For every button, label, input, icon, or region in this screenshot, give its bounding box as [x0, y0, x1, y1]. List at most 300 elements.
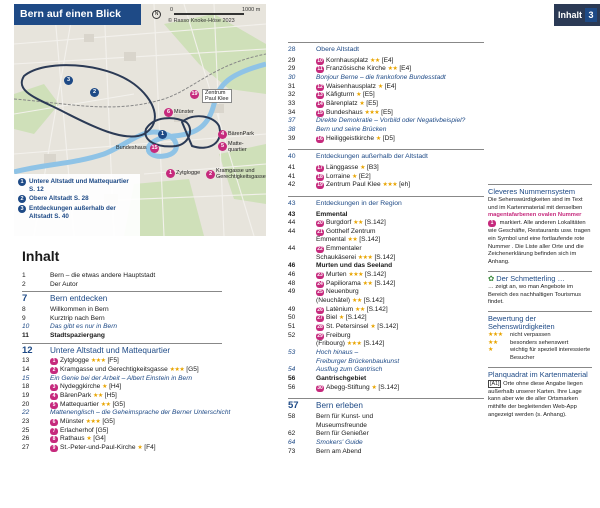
map-pin-6[interactable]: 6	[164, 108, 173, 117]
toc-page-number: 42	[288, 181, 296, 189]
toc-entry[interactable]	[288, 306, 484, 315]
toc-entry-title: BärenPark	[60, 391, 92, 399]
toc-entry-title: Münster	[60, 417, 84, 425]
toc-page-number: 41	[288, 172, 296, 180]
toc-entry[interactable]	[288, 422, 484, 431]
map-grid-ref: [S.142]	[378, 383, 400, 391]
toc-entry[interactable]	[22, 418, 222, 427]
rating-stars-icon: ★★	[353, 220, 363, 227]
toc-entry[interactable]	[288, 126, 484, 135]
toc-page-number: 34	[288, 108, 296, 116]
toc-page-number: 23	[22, 417, 30, 425]
toc-page-number: 39	[288, 134, 296, 142]
toc-entry[interactable]	[288, 109, 484, 118]
toc-entry[interactable]	[288, 219, 484, 228]
map-grid-ref: [B3]	[367, 163, 379, 171]
sight-number-badge: 16	[317, 135, 323, 142]
toc-entry[interactable]	[288, 448, 484, 457]
toc-entry-title: Das gibt es nur in Bern	[50, 323, 118, 331]
toc-entry[interactable]	[288, 228, 484, 237]
toc-page-number: 50	[288, 314, 296, 322]
overview-map[interactable]	[14, 4, 266, 236]
toc-entry-title: Murten	[326, 271, 347, 279]
toc-entry[interactable]	[22, 272, 222, 281]
section-rule	[288, 149, 484, 150]
map-grid-ref: [D5]	[382, 134, 395, 142]
map-grid-ref: [S.142]	[364, 219, 386, 227]
toc-page-number: 12	[22, 344, 33, 356]
map-legend	[14, 174, 140, 236]
rating-stars-icon: ★	[356, 92, 361, 99]
toc-entry-title: Emmental	[316, 236, 346, 244]
toc-entry[interactable]	[288, 65, 484, 74]
toc-gap	[288, 392, 484, 396]
toc-page-number: 1	[22, 272, 26, 279]
toc-entry-title: Gantrischgebiet	[316, 374, 367, 382]
rating-stars-icon: ★★	[362, 280, 373, 287]
toc-entry-title: Entdeckungen in der Region	[316, 199, 402, 207]
toc-entry[interactable]	[288, 262, 484, 271]
toc-entry[interactable]	[288, 366, 484, 375]
rating-stars-icon: ★	[102, 384, 108, 391]
north-arrow-icon: N	[152, 10, 161, 19]
toc-page-number: 8	[22, 305, 26, 313]
toc-entry-title: Untere Altstadt und Mattequartier	[50, 345, 171, 355]
toc-entry[interactable]	[288, 375, 484, 384]
map-grid-ref: [G5]	[102, 417, 115, 425]
toc-entry[interactable]	[22, 315, 222, 324]
sight-number-badge: 24	[317, 280, 323, 287]
toc-entry-title: Kramgasse und Gerechtigkeitsgasse	[60, 365, 168, 373]
toc-entry-title: Obere Altstadt	[316, 46, 360, 53]
toc-entry[interactable]	[22, 435, 222, 444]
map-grid-ref: [E4]	[399, 65, 412, 73]
toc-page-number: 44	[288, 227, 296, 235]
toc-entry-title: Neuenburg	[326, 288, 359, 296]
rating-stars-icon: ★★	[387, 66, 398, 73]
toc-entry[interactable]	[288, 91, 484, 100]
region-marker-1[interactable]: 1	[158, 130, 167, 139]
page-title: Inhalt	[22, 248, 60, 264]
region-marker-2[interactable]: 2	[90, 88, 99, 97]
sight-number-badge: 11	[317, 66, 323, 73]
toc-section-heading[interactable]	[288, 46, 484, 55]
section-rule	[22, 343, 222, 344]
map-grid-ref: [E5]	[362, 91, 375, 99]
toc-page-number: 33	[288, 99, 296, 107]
map-grid-ref: [G5]	[186, 365, 199, 373]
toc-page-number: 46	[288, 271, 296, 279]
sight-number-badge: 30	[317, 384, 323, 391]
map-pin-5[interactable]: 5	[218, 142, 227, 151]
toc-right	[288, 40, 484, 456]
sight-number-badge: 28	[317, 324, 323, 331]
toc-entry-title: Murten und das Seeland	[316, 262, 393, 270]
toc-section-heading[interactable]	[22, 295, 222, 304]
toc-entry-title: Bern erleben	[316, 401, 363, 411]
toc-entry[interactable]	[288, 413, 484, 422]
toc-page-number: 64	[288, 438, 296, 446]
toc-entry[interactable]	[22, 306, 222, 315]
map-grid-ref: [S.142]	[345, 314, 367, 322]
toc-section-heading[interactable]	[288, 200, 484, 209]
toc-entry[interactable]	[22, 323, 222, 332]
toc-entry-title: Bern – die etwas andere Hauptstadt	[50, 272, 156, 279]
toc-page-number	[288, 254, 316, 263]
toc-entry-title: Burgdorf	[326, 219, 352, 227]
toc-entry-title: Bern für Kunst- und	[316, 412, 374, 420]
toc-entry[interactable]	[288, 297, 484, 306]
toc-entry[interactable]	[288, 245, 484, 254]
sight-number-badge: 6	[50, 419, 58, 426]
toc-entry-title: Bern am Abend	[316, 447, 362, 455]
toc-page-number: 62	[288, 430, 296, 438]
sight-number-badge: 12	[317, 83, 323, 90]
toc-page-number: 73	[288, 447, 296, 455]
toc-page-number: 18	[22, 383, 30, 391]
toc-section-heading[interactable]	[22, 344, 222, 356]
map-grid-ref: [F4]	[144, 443, 156, 451]
map-grid-ref: [S.142]	[359, 236, 381, 244]
toc-entry[interactable]	[288, 100, 484, 109]
toc-entry-title: Bern für Genießer	[316, 430, 369, 438]
toc-page-number: 57	[288, 400, 299, 412]
numbering-info: Cleveres Nummernsystem Die Sehenswürdigkeiten sind im Text und im Kartenmaterial mit denselben magentafarbenen ovalen Nummer 1 markiert. Alle anderen Lokalitäten wie Geschäfte, Restaurants usw. tragen ein Symbol und eine fortlaufende rote Nummer . Die Liste aller Orte und die Zeichenerklärung befinden sich im Anhang.	[488, 184, 592, 267]
toc-entry-title: Schaukäserei	[316, 253, 356, 261]
toc-entry[interactable]	[22, 401, 222, 410]
toc-entry[interactable]	[288, 358, 484, 367]
legend-item-2[interactable]: 2 Obere Altstadt S. 28	[18, 195, 136, 203]
toc-page-number: 13	[22, 357, 30, 365]
toc-entry[interactable]	[22, 366, 222, 375]
toc-entry-title: Käfigturm	[326, 91, 355, 99]
sight-number-badge: 27	[317, 315, 323, 322]
toc-entry[interactable]	[288, 117, 484, 126]
toc-page-number: 41	[288, 163, 296, 171]
toc-page-number: 56	[288, 383, 296, 391]
toc-entry[interactable]	[288, 236, 484, 245]
rating-row: ★★ besonders sehenswert	[488, 339, 569, 346]
rating-stars-icon: ★	[338, 315, 344, 322]
toc-entry[interactable]	[288, 164, 484, 173]
toc-entry-title: Freiburger Brückenbaukunst	[316, 357, 400, 365]
sight-number-badge: 2	[50, 367, 58, 374]
toc-entry-title: St.-Peter-und-Paul-Kirche	[60, 443, 136, 451]
toc-entry-title: Erlacherhof	[60, 426, 94, 434]
toc-page-number: 19	[22, 391, 30, 399]
toc-entry[interactable]	[288, 74, 484, 83]
toc-entry-title: (Fribourg)	[316, 340, 345, 348]
rating-stars-icon: ★	[371, 384, 377, 391]
butterfly-info: ✿ Der Schmetterling … … zeigt an, wo man Angebote im Bereich des nachhaltigen Tourismus findet.	[488, 271, 592, 307]
toc-entry-title: St. Petersinsel	[326, 323, 369, 331]
toc-page-number: 22	[22, 409, 30, 417]
toc-entry[interactable]	[22, 357, 222, 366]
toc-entry-title: Waisenhausplatz	[326, 82, 376, 90]
toc-entry-title: Hoch hinaus –	[316, 349, 359, 356]
region-marker-3[interactable]: 3	[64, 76, 73, 85]
toc-page-number	[288, 422, 316, 431]
toc-entry-title: Zentrum Paul Klee	[326, 181, 381, 189]
toc-entry[interactable]	[22, 281, 222, 290]
sight-number-badge: 26	[317, 306, 323, 313]
map-grid-ref: [eh]	[399, 181, 411, 189]
rating-stars-icon: ★★★	[346, 341, 362, 348]
rating-stars-icon: ★★★	[169, 366, 185, 373]
toc-page-number: 38	[288, 125, 296, 133]
toc-entry[interactable]	[288, 439, 484, 448]
rating-stars-icon: ★★★	[364, 109, 380, 116]
map-label-matte: Matte- quartier	[228, 141, 247, 153]
toc-page-number: 40	[288, 153, 296, 161]
toc-gap	[288, 143, 484, 147]
toc-entry-title: Emmentaler	[326, 245, 362, 253]
toc-entry-title: Latènium	[326, 305, 354, 313]
toc-entry[interactable]	[288, 57, 484, 66]
toc-page-number	[288, 358, 316, 367]
toc-entry-title: Mattequartier	[60, 400, 99, 408]
toc-entry-title: Smokers' Guide	[316, 438, 363, 446]
sight-number-badge: 10	[317, 57, 323, 64]
toc-page-number: 51	[288, 323, 296, 331]
toc-entry[interactable]	[22, 427, 222, 436]
toc-entry-title: Kornhausplatz	[326, 56, 369, 64]
toc-page-number: 7	[22, 293, 28, 305]
toc-page-number: 58	[288, 412, 296, 420]
toc-section-heading[interactable]	[288, 153, 484, 162]
butterfly-title: Der Schmetterling …	[496, 273, 565, 283]
toc-entry[interactable]	[288, 430, 484, 439]
rating-stars-icon: ★	[86, 436, 92, 443]
toc-page-number: 14	[22, 365, 30, 373]
sight-number-badge: 1	[50, 358, 58, 365]
rating-row: ★ wichtig für speziell interessierte Besucher	[488, 347, 591, 362]
sight-number-badge: 25	[317, 289, 323, 296]
toc-entry[interactable]	[288, 349, 484, 358]
toc-page-number: 49	[288, 305, 296, 313]
rating-stars-icon: ★	[370, 324, 376, 331]
toc-entry[interactable]	[288, 135, 484, 144]
toc-entry[interactable]	[288, 332, 484, 341]
toc-entry-title: Bern entdecken	[50, 294, 108, 304]
toc-entry-title: Emmental	[316, 210, 348, 218]
map-title: Bern auf einen Blick	[14, 4, 141, 25]
rating-stars-icon: ★★	[354, 306, 365, 313]
toc-entry-title: Papiliorama	[326, 279, 361, 287]
toc-page-number: 27	[22, 443, 30, 451]
grid-title: Planquadrat im Kartenmaterial	[488, 369, 588, 379]
scale-start: 0	[170, 7, 174, 13]
rating-title: Bewertung der Sehenswürdigkeiten	[488, 314, 555, 331]
sight-number-badge: 14	[317, 100, 323, 107]
map-grid-ref: [E2]	[358, 172, 371, 180]
rating-stars-icon: ★	[375, 135, 381, 142]
toc-entry[interactable]	[288, 173, 484, 182]
map-grid-ref: [G4]	[93, 435, 106, 443]
sight-number-badge: 7	[50, 428, 58, 435]
map-grid-ref: [H5]	[104, 391, 117, 399]
rating-stars-icon: ★★	[351, 298, 362, 305]
rating-row: ★★★ nicht verpassen	[488, 331, 551, 338]
toc-entry[interactable]	[288, 181, 484, 190]
toc-entry-title: Bärenplatz	[326, 99, 358, 107]
toc-entry[interactable]	[22, 392, 222, 401]
rating-stars-icon: ★	[359, 100, 365, 107]
toc-entry[interactable]	[288, 211, 484, 220]
butterfly-icon: ✿	[488, 273, 495, 283]
toc-page-number: 29	[288, 65, 296, 73]
toc-entry-title: Gotthelf Zentrum	[326, 227, 376, 235]
toc-entry-title: Französische Kirche	[326, 65, 386, 73]
rating-stars-icon: ★	[377, 83, 383, 90]
rating-stars-icon: ★	[352, 173, 357, 180]
sight-number-badge: 19	[317, 182, 323, 189]
grid-info: Planquadrat im Kartenmaterial [A1] Orte ohne diese Angabe liegen außerhalb unserer Karten. Ihre Lage kann aber wie die aller Ortsmarken mithilfe der begleitenden Web-App angezeigt werden (s. Anhang).	[488, 367, 592, 420]
map-grid-ref: [S.142]	[363, 340, 385, 348]
toc-entry-title: Stadtspaziergang	[50, 331, 105, 339]
section-tab-label: Inhalt	[558, 10, 582, 20]
toc-entry-title: Ein Genie bei der Arbeit – Albert Einstein in Bern	[50, 374, 193, 382]
section-rule	[288, 398, 484, 399]
toc-page-number: 56	[288, 374, 296, 382]
toc-entry-title: Lorraine	[326, 172, 351, 180]
toc-entry-title: Mattenenglisch – die Geheimsprache der Berner Unterschicht	[50, 409, 231, 417]
map-pin-19[interactable]: 19	[191, 91, 198, 97]
toc-entry-title: Willkommen in Bern	[50, 305, 109, 313]
toc-page-number: 37	[288, 117, 296, 125]
scale-end: 1000 m	[242, 7, 261, 13]
toc-entry-title: Abegg-Stiftung	[326, 383, 370, 391]
toc-entry[interactable]	[288, 271, 484, 280]
rating-stars-icon: ★	[360, 164, 365, 171]
toc-entry-title: Bundeshaus	[326, 108, 363, 116]
toc-entry[interactable]	[22, 383, 222, 392]
toc-entry[interactable]	[288, 83, 484, 92]
toc-entry[interactable]	[22, 375, 222, 384]
toc-entry-title: Ausflug zum Gantrisch	[316, 366, 383, 374]
toc-entry-title: Museumsfreunde	[316, 421, 367, 429]
sight-number-badge: 17	[317, 164, 323, 171]
toc-page-number: 10	[22, 323, 30, 331]
map-pin-1[interactable]: 1	[166, 169, 175, 178]
toc-entry-title: Entdeckungen außerhalb der Altstadt	[316, 153, 428, 161]
toc-page-number: 44	[288, 245, 296, 253]
toc-page-number: 15	[22, 374, 30, 382]
sight-number-badge: 3	[50, 384, 58, 391]
map-grid-ref: [G5]	[95, 426, 109, 434]
legend-item-1[interactable]: 1 Untere Altstadt und Mattequartier S. 12	[18, 178, 136, 193]
section-tab	[554, 4, 600, 26]
section-rule	[288, 196, 484, 197]
rating-stars-icon: ★★★	[90, 358, 106, 365]
toc-page-number	[288, 297, 316, 306]
map-grid-ref: [G5]	[112, 400, 125, 408]
map-copyright: © Rasso Knoke-Höse 2023	[168, 18, 235, 24]
toc-page-number: 43	[288, 199, 296, 207]
toc-entry[interactable]	[288, 340, 484, 349]
toc-page-number: 25	[22, 426, 30, 434]
toc-entry[interactable]	[288, 384, 484, 393]
toc-page-number: 52	[288, 331, 296, 339]
toc-entry[interactable]	[22, 332, 222, 341]
page-number: 3	[585, 8, 597, 22]
rating-stars-icon: ★★★	[357, 254, 373, 261]
toc-gap	[288, 190, 484, 194]
toc-page-number	[288, 340, 316, 349]
sight-number-badge: 9	[50, 445, 58, 452]
map-label-zentrum: Zentrum Paul Klee	[202, 89, 232, 103]
legend-item-3[interactable]: 3 Entdeckungen außerhalb der Altstadt S. 40	[18, 205, 136, 220]
section-rule	[22, 291, 222, 292]
rating-stars-icon: ★★	[93, 392, 103, 399]
grid-tag: [A1]	[490, 380, 500, 387]
toc-entry-title: (Neuchâtel)	[316, 297, 351, 305]
toc-entry[interactable]	[288, 314, 484, 323]
rating-stars-icon: ★★★	[85, 418, 101, 425]
toc-entry[interactable]	[22, 444, 222, 453]
toc-page-number: 28	[288, 46, 296, 53]
toc-entry-title: Bern und seine Brücken	[316, 125, 387, 133]
toc-entry[interactable]	[288, 280, 484, 289]
toc-page-number: 32	[288, 91, 296, 99]
toc-entry[interactable]	[288, 323, 484, 332]
map-pin-2[interactable]: 2	[206, 170, 215, 179]
toc-entry-title: Zytglogge	[60, 357, 89, 365]
map-grid-ref: [E4]	[381, 56, 394, 64]
toc-page-number: 44	[288, 219, 296, 227]
map-grid-ref: [H4]	[109, 383, 122, 391]
map-label-zytglogge: Zytglogge	[176, 170, 201, 176]
toc-page-number: 11	[22, 331, 29, 339]
toc-page-number: 20	[22, 400, 30, 408]
rating-stars-icon: ★★★	[382, 182, 398, 189]
toc-section-heading[interactable]	[288, 402, 484, 411]
toc-entry[interactable]	[22, 409, 231, 418]
toc-page-number: 49	[288, 288, 296, 296]
sight-number-badge: 5	[50, 402, 58, 409]
toc-entry[interactable]	[288, 254, 484, 263]
rating-stars-icon: ★	[137, 444, 143, 451]
toc-entry[interactable]	[288, 288, 484, 297]
map-grid-ref: [S.142]	[365, 271, 386, 279]
toc-entry-title: Direkte Demokratie – Vorbild oder Negativbeispiel?	[316, 117, 466, 125]
toc-page-number	[288, 236, 316, 245]
map-label-kramgasse: Kramgasse und Gerechtigkeitsgasse	[216, 168, 266, 180]
sight-number-badge: 23	[317, 272, 323, 279]
toc-left	[22, 272, 231, 452]
map-pin-15[interactable]: 15	[151, 145, 158, 151]
toc-page-number: 31	[288, 82, 296, 90]
numbering-title: Cleveres Nummernsystem	[488, 187, 576, 196]
toc-entry-title: Nydeggkirche	[60, 383, 101, 391]
toc-entry-title: Der Autor	[50, 280, 78, 288]
toc-page-number: 48	[288, 279, 296, 287]
map-grid-ref: [S.142]	[377, 323, 399, 331]
toc-page-number: 30	[288, 73, 296, 81]
map-grid-ref: [S.142]	[366, 305, 388, 313]
toc-page-number: 54	[288, 366, 296, 374]
sight-number-badge: 15	[317, 109, 323, 116]
toc-entry-title: Freiburg	[326, 331, 351, 339]
rating-stars-icon: ★★	[347, 237, 358, 244]
sight-number-badge: 22	[317, 246, 323, 253]
map-grid-ref: [S.142]	[374, 253, 396, 261]
map-pin-4[interactable]: 4	[218, 130, 227, 139]
map-label-muenster: Münster	[174, 109, 194, 115]
sample-number-icon: 1	[488, 220, 496, 227]
map-label-baerenpark: BärenPark	[228, 131, 254, 137]
toc-page-number: 29	[288, 56, 296, 64]
